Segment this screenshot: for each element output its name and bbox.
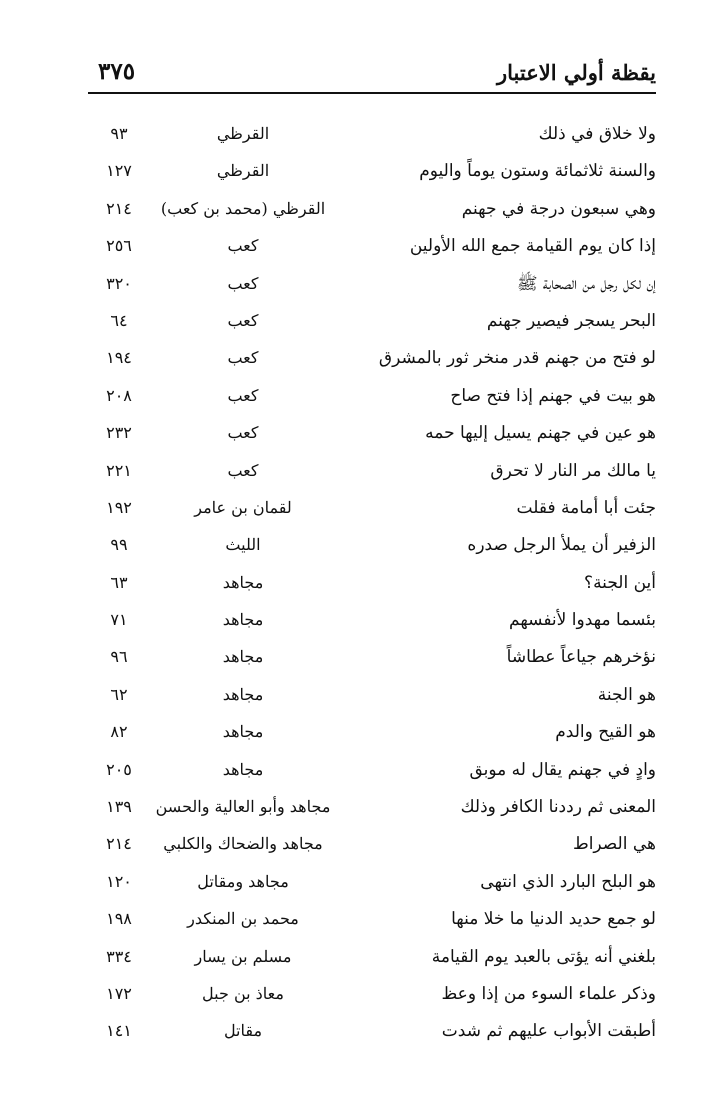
index-row <box>88 119 656 156</box>
narrator-name: كعب <box>227 423 259 443</box>
page-reference: ٢٢١ <box>106 460 132 480</box>
athar-phrase: بئسما مهدوا لأنفسهم <box>509 610 656 631</box>
page-reference: ١٢٧ <box>106 161 132 181</box>
narrator-name: مجاهد <box>222 722 264 742</box>
page-reference: ٦٢ <box>110 684 128 704</box>
page-reference: ١٩٨ <box>106 909 132 929</box>
athar-phrase: المعنى ثم رددنا الكافر وذلك <box>460 797 656 818</box>
page-reference: ١٩٤ <box>106 348 132 368</box>
page-reference: ٨٢ <box>110 722 128 742</box>
index-row <box>88 156 656 193</box>
page-reference: ٣٣٤ <box>106 946 132 966</box>
athar-phrase: أطبقت الأبواب عليهم ثم شدت <box>441 1021 656 1042</box>
index-row <box>88 194 656 231</box>
athar-phrase: هو الجنة <box>597 684 656 705</box>
narrator-name: كعب <box>227 310 259 330</box>
narrator-name: مجاهد والضحاك والكلبي <box>163 834 323 854</box>
page-number: ٣٧٥ <box>98 58 136 85</box>
page-reference: ٢١٤ <box>106 834 132 854</box>
page-reference: ٩٣ <box>110 124 128 143</box>
narrator-name: مقاتل <box>223 1021 263 1041</box>
narrator-name: القرظي <box>216 161 270 181</box>
athar-phrase: الزفير أن يملأ الرجل صدره <box>467 535 656 556</box>
athar-phrase: نؤخرهم جياعاً عطاشاً <box>506 647 656 668</box>
page-reference: ٦٣ <box>110 572 128 592</box>
athar-phrase: لو فتح من جهنم قدر منخر ثور بالمشرق <box>378 348 656 369</box>
page-reference: ٣٢٠ <box>106 273 132 293</box>
index-row <box>88 1016 656 1053</box>
athar-phrase: ولا خلاق في ذلك <box>538 124 656 144</box>
narrator-name: القرظي (محمد بن كعب) <box>160 198 326 218</box>
page-reference: ١٩٢ <box>106 497 132 517</box>
index-row <box>88 605 656 642</box>
narrator-name: مجاهد <box>222 610 264 630</box>
index-row <box>88 792 656 829</box>
page-reference: ١٣٩ <box>106 797 132 817</box>
athar-phrase: هو البلح البارد الذي انتهى <box>480 871 656 892</box>
index-row <box>88 418 656 455</box>
index-row <box>88 942 656 979</box>
page-reference: ٢٥٦ <box>106 236 132 256</box>
narrator-name: مجاهد <box>222 684 264 704</box>
narrator-name: كعب <box>227 385 259 405</box>
athar-phrase: هو عين في جهنم يسيل إليها حمه <box>425 423 656 444</box>
index-row <box>88 269 656 306</box>
page-reference: ٢٠٨ <box>106 385 132 405</box>
index-row <box>88 568 656 605</box>
athar-phrase: والسنة ثلاثمائة وستون يوماً واليوم <box>419 161 656 182</box>
narrator-name: الليث <box>225 535 261 555</box>
index-row <box>88 530 656 567</box>
narrator-name: القرظي <box>216 124 270 143</box>
page-reference: ٧١ <box>110 610 128 630</box>
index-row <box>88 306 656 343</box>
page-reference: ١٤١ <box>106 1021 132 1041</box>
narrator-name: كعب <box>227 273 259 293</box>
athar-phrase: البحر يسجر فيصير جهنم <box>486 310 656 331</box>
athar-index-table <box>88 119 656 1054</box>
narrator-name: مجاهد وأبو العالية والحسن <box>155 797 331 817</box>
narrator-name: كعب <box>227 348 259 368</box>
athar-phrase: أين الجنة؟ <box>584 572 656 593</box>
page-reference: ٦٤ <box>110 310 128 330</box>
index-row <box>88 456 656 493</box>
index-row <box>88 381 656 418</box>
header-divider <box>88 92 656 94</box>
athar-phrase: هو القيح والدم <box>555 722 656 743</box>
index-row <box>88 755 656 792</box>
athar-phrase: وادٍ في جهنم يقال له موبق <box>469 759 656 780</box>
index-row <box>88 904 656 941</box>
page-reference: ٩٩ <box>110 535 128 555</box>
index-row <box>88 642 656 679</box>
book-title: يقظة أولي الاعتبار <box>496 60 656 85</box>
athar-phrase: وهي سبعون درجة في جهنم <box>461 198 656 219</box>
page-reference: ٢٣٢ <box>106 423 132 443</box>
athar-phrase: وذكر علماء السوء من إذا وعظ <box>441 983 656 1004</box>
athar-phrase: جئت أبا أمامة فقلت <box>516 497 656 518</box>
narrator-name: مجاهد ومقاتل <box>197 871 289 891</box>
index-row <box>88 680 656 717</box>
running-header <box>88 56 656 92</box>
narrator-name: مجاهد <box>222 647 264 667</box>
athar-phrase: يا مالك مر النار لا تحرق <box>490 460 656 481</box>
narrator-name: معاذ بن جبل <box>202 983 284 1003</box>
index-row <box>88 231 656 268</box>
index-row <box>88 343 656 380</box>
athar-phrase: إذا كان يوم القيامة جمع الله الأولين <box>409 236 656 257</box>
narrator-name: مسلم بن يسار <box>194 946 292 966</box>
athar-phrase: بلغني أنه يؤتى بالعبد يوم القيامة <box>431 946 656 967</box>
page-reference: ٩٦ <box>110 647 128 667</box>
narrator-name: مجاهد <box>222 759 264 779</box>
athar-phrase: لو جمع حديد الدنيا ما خلا منها <box>451 909 656 930</box>
narrator-name: كعب <box>227 236 259 256</box>
page-reference: ٢٠٥ <box>106 759 132 779</box>
athar-phrase: هو بيت في جهنم إذا فتح صاح <box>450 385 656 406</box>
index-row <box>88 493 656 530</box>
page-reference: ١٧٢ <box>106 983 132 1003</box>
athar-phrase: هي الصراط <box>572 834 656 855</box>
index-row <box>88 717 656 754</box>
narrator-name: مجاهد <box>222 572 264 592</box>
index-row <box>88 867 656 904</box>
page-reference: ١٢٠ <box>106 871 132 891</box>
narrator-name: لقمان بن عامر <box>194 497 292 517</box>
index-row <box>88 979 656 1016</box>
narrator-name: كعب <box>227 460 259 480</box>
narrator-name: محمد بن المنكدر <box>187 909 299 929</box>
athar-phrase: إن لكل رجل من الصحابة ﷺ <box>516 273 656 294</box>
index-row <box>88 829 656 866</box>
page-reference: ٢١٤ <box>106 198 132 218</box>
